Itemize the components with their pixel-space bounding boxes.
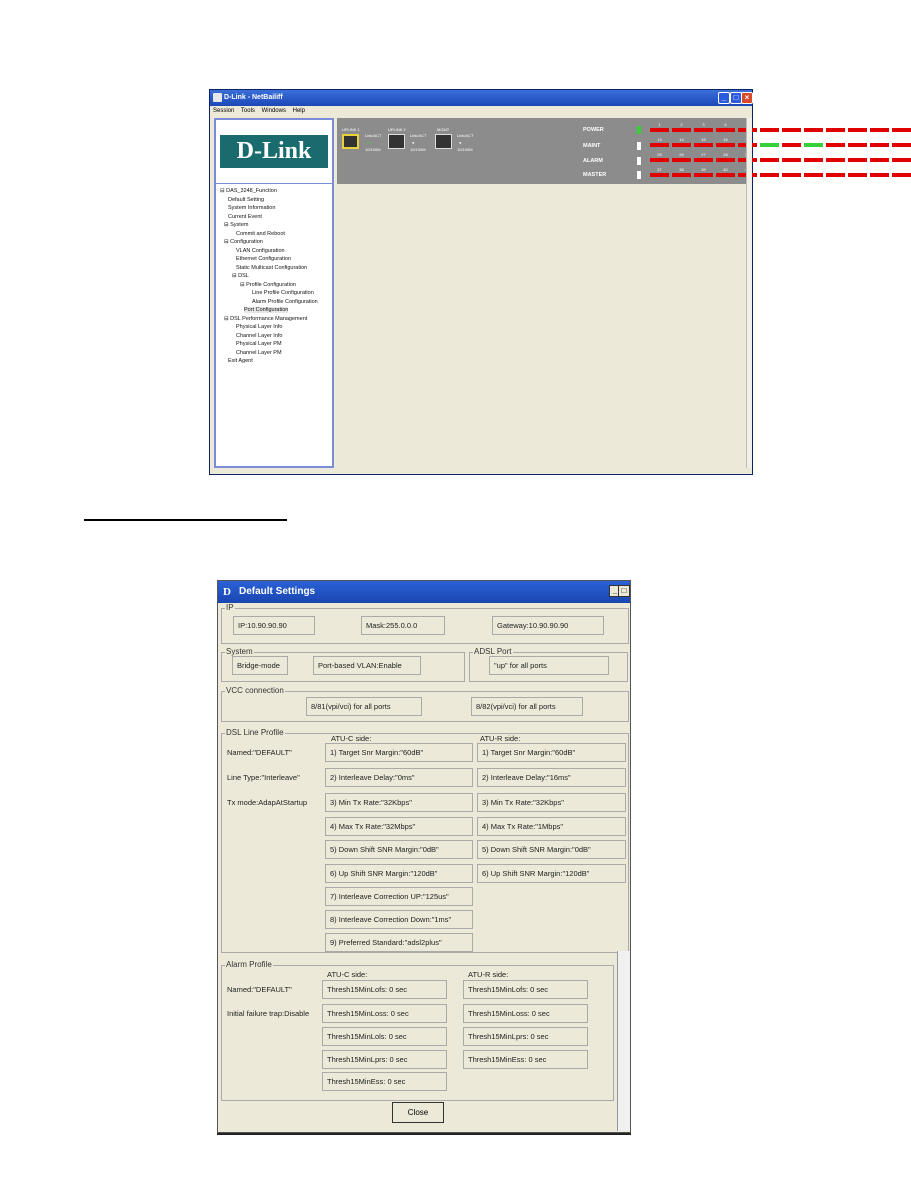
port-number-label: 2 (680, 122, 683, 127)
port-number-label: 39 (701, 167, 706, 172)
port-number-label: 20 (811, 137, 816, 142)
menu-tools[interactable]: Tools (240, 108, 255, 114)
tree-item-line-profile[interactable]: Line Profile Configuration (252, 290, 314, 296)
alarm-atuc-item: Thresh15MinLols: 0 sec (322, 1027, 447, 1046)
port-led[interactable] (804, 128, 823, 132)
line-atur-item: 6) Up Shift SNR Margin:"120dB" (477, 864, 626, 883)
uplink1-link-led: ● (367, 140, 370, 145)
port-led[interactable] (760, 173, 779, 177)
content-pane (337, 118, 904, 468)
port-number-label: 30 (767, 152, 772, 157)
tree-item-channel-layer-pm[interactable]: Channel Layer PM (236, 349, 282, 356)
line-atuc-header: ATU-C side: (331, 734, 372, 743)
port-number-label: 28 (723, 152, 728, 157)
uplink2-speed-label: 10/100M (410, 147, 426, 152)
ip-address-field: IP:10.90.90.90 (233, 616, 315, 635)
gateway-field: Gateway:10.90.90.90 (492, 616, 604, 635)
app-icon (213, 93, 222, 102)
uplink1-label: UPLINK 1 (342, 127, 360, 132)
alarm-atuc-item: Thresh15MinLprs: 0 sec (322, 1050, 447, 1069)
line-atuc-item: 5) Down Shift SNR Margin:"0dB" (325, 840, 473, 859)
line-profile-group-label: DSL Line Profile (226, 728, 284, 737)
alarm-atuc-item: Thresh15MinEss: 0 sec (322, 1072, 447, 1091)
tree-item-alarm-profile[interactable]: Alarm Profile Configuration (252, 298, 318, 305)
mgmt-link-label: Link/ACT (457, 133, 474, 138)
port-number-label: 9 (834, 122, 837, 127)
alarm-indicator (637, 157, 641, 165)
close-window-button[interactable]: × (741, 92, 753, 104)
port-led[interactable] (760, 128, 779, 132)
alarm-atuc-item: Thresh15MinLofs: 0 sec (322, 980, 447, 999)
port-led[interactable] (848, 158, 867, 162)
close-button[interactable]: Close (392, 1102, 444, 1123)
port-number-label: 12 (899, 122, 904, 127)
master-indicator (637, 171, 641, 179)
dialog-title-bar (218, 581, 630, 603)
port-led[interactable] (716, 128, 735, 132)
menu-windows[interactable]: Windows (261, 108, 286, 114)
row-label-maint: MAINT (583, 143, 601, 149)
alarm-atur-item: Thresh15MinLprs: 0 sec (463, 1027, 588, 1046)
line-atuc-item: 8) Interleave Correction Down:"1ms" (325, 910, 473, 929)
system-group-label: System (226, 647, 253, 656)
content-scrollbar[interactable] (746, 118, 752, 468)
mgmt-link-led: ● (459, 140, 462, 145)
navigation-pane (214, 118, 334, 468)
tree-item-vlan-configuration[interactable]: VLAN Configuration (236, 247, 285, 254)
port-number-label: 34 (855, 152, 860, 157)
port-number-label: 15 (701, 137, 706, 142)
port-number-label: 1 (658, 122, 661, 127)
maint-indicator (637, 142, 641, 150)
tree-item-port-configuration[interactable]: Port Configuration (244, 307, 289, 313)
row-label-alarm: ALARM (583, 158, 603, 164)
mgmt-speed-label: 10/100M (457, 147, 473, 152)
power-indicator (637, 126, 641, 134)
tree-item-physical-layer-info[interactable]: Physical Layer Info (236, 324, 283, 330)
port-number-label: 23 (877, 137, 882, 142)
port-led[interactable] (694, 143, 713, 147)
port-number-label: 32 (811, 152, 816, 157)
line-atuc-item: 4) Max Tx Rate:"32Mbps" (325, 817, 473, 836)
port-led[interactable] (848, 173, 867, 177)
dlink-logo: D-Link (220, 135, 328, 168)
uplink1-port[interactable] (342, 134, 359, 149)
minimize-button[interactable]: _ (718, 92, 730, 104)
port-led[interactable] (650, 158, 669, 162)
port-led[interactable] (716, 158, 735, 162)
port-led[interactable] (650, 173, 669, 177)
alarm-atuc-header: ATU-C side: (327, 970, 368, 979)
alarm-atur-item: Thresh15MinLofs: 0 sec (463, 980, 588, 999)
mgmt-port[interactable] (435, 134, 452, 149)
port-led[interactable] (782, 158, 801, 162)
port-led[interactable] (892, 158, 911, 162)
port-led[interactable] (782, 173, 801, 177)
row-label-power: POWER (583, 127, 604, 133)
tree-item-default-setting[interactable]: Default Setting (228, 196, 265, 203)
tree-item-dsl[interactable]: ⊟ DSL (232, 273, 249, 279)
dialog-scrollbar[interactable] (617, 951, 630, 1131)
port-led[interactable] (782, 128, 801, 132)
port-number-label: 11 (877, 122, 882, 127)
vlan-field: Port-based VLAN:Enable (313, 656, 421, 675)
line-atur-item: 2) Interleave Delay:"16ms" (477, 768, 626, 787)
vcc-group-label: VCC connection (226, 686, 284, 695)
port-number-label: 40 (723, 167, 728, 172)
line-atuc-item: 3) Min Tx Rate:"32Kbps" (325, 793, 473, 812)
dialog-maximize-button[interactable]: □ (618, 585, 630, 597)
port-led[interactable] (672, 158, 691, 162)
port-number-label: 37 (657, 167, 662, 172)
port-number-label: 45 (833, 167, 838, 172)
line-atur-item: 1) Target Snr Margin:"60dB" (477, 743, 626, 762)
initial-failure-trap: Initial failure trap:Disable (227, 1009, 310, 1018)
port-led[interactable] (716, 173, 735, 177)
port-number-label: 22 (855, 137, 860, 142)
port-number-label: 27 (701, 152, 706, 157)
vcc-field-b: 8/82(vpi/vci) for all ports (471, 697, 583, 716)
line-atur-item: 3) Min Tx Rate:"32Kbps" (477, 793, 626, 812)
port-led[interactable] (870, 128, 889, 132)
port-led[interactable] (870, 158, 889, 162)
line-type: Line Type:"Interleave" (227, 773, 300, 782)
port-led[interactable] (826, 128, 845, 132)
tree-item-physical-layer-pm[interactable]: Physical Layer PM (236, 341, 282, 347)
port-number-label: 31 (789, 152, 794, 157)
port-number-label: 16 (723, 137, 728, 142)
port-number-label: 44 (811, 167, 816, 172)
port-led[interactable] (826, 143, 845, 147)
subnet-mask-field: Mask:255.0.0.0 (361, 616, 445, 635)
line-atuc-item: 7) Interleave Correction UP:"125us" (325, 887, 473, 906)
dialog-bottom-rule (217, 1133, 631, 1135)
line-atuc-item: 1) Target Snr Margin:"60dB" (325, 743, 473, 762)
line-atuc-item: 9) Preferred Standard:"adsl2plus" (325, 933, 473, 952)
port-number-label: 18 (767, 137, 772, 142)
line-atur-item: 5) Down Shift SNR Margin:"0dB" (477, 840, 626, 859)
adsl-port-field: "up" for all ports (489, 656, 609, 675)
tree-item-dsl-performance[interactable]: ⊟ DSL Performance Management (224, 315, 308, 322)
tree-item-configuration[interactable]: ⊟ Configuration (224, 239, 263, 245)
line-atuc-item: 6) Up Shift SNR Margin:"120dB" (325, 864, 473, 883)
port-led[interactable] (848, 143, 867, 147)
default-settings-dialog (217, 580, 631, 1133)
dlink-d-icon: D (223, 586, 231, 598)
tree-item-current-event[interactable]: Current Event (228, 213, 262, 220)
port-number-label: 8 (812, 122, 815, 127)
tree-item-exit-agent[interactable]: Exit Agent (228, 358, 253, 364)
port-number-label: 33 (833, 152, 838, 157)
line-profile-name: Named:"DEFAULT" (227, 748, 292, 757)
port-led[interactable] (650, 128, 669, 132)
uplink2-link-label: Link/ACT (410, 133, 427, 138)
uplink2-port[interactable] (388, 134, 405, 149)
port-led[interactable] (848, 128, 867, 132)
uplink2-label: UPLINK 2 (388, 127, 406, 132)
line-atuc-item: 2) Interleave Delay:"0ms" (325, 768, 473, 787)
tree-item-ethernet-configuration[interactable]: Ethernet Configuration (236, 256, 292, 262)
dialog-minimize-button[interactable]: _ (609, 585, 621, 597)
window-title: D-Link - NetBailiff (224, 94, 283, 101)
port-led[interactable] (870, 143, 889, 147)
port-led[interactable] (804, 158, 823, 162)
tree-item-root[interactable]: ⊟ DAS_3248_Function (220, 188, 277, 194)
port-number-label: 13 (657, 137, 662, 142)
port-led[interactable] (672, 143, 691, 147)
port-led[interactable] (782, 143, 801, 147)
port-number-label: 4 (724, 122, 727, 127)
ip-group-label: IP (226, 603, 234, 612)
port-led[interactable] (870, 173, 889, 177)
port-number-label: 46 (855, 167, 860, 172)
port-led[interactable] (804, 173, 823, 177)
dialog-title: Default Settings (239, 586, 316, 597)
port-number-label: 19 (789, 137, 794, 142)
alarm-atur-header: ATU-R side: (468, 970, 509, 979)
maximize-button[interactable]: □ (730, 92, 742, 104)
function-tree (220, 187, 318, 366)
tree-item-channel-layer-info[interactable]: Channel Layer Info (236, 332, 283, 339)
port-led[interactable] (672, 128, 691, 132)
adsl-port-group-label: ADSL Port (474, 647, 512, 656)
menu-bar (210, 106, 752, 117)
alarm-atur-item: Thresh15MinLoss: 0 sec (463, 1004, 588, 1023)
port-led[interactable] (716, 143, 735, 147)
port-number-label: 7 (790, 122, 793, 127)
port-number-label: 35 (877, 152, 882, 157)
port-number-label: 26 (679, 152, 684, 157)
port-number-label: 47 (877, 167, 882, 172)
port-led[interactable] (892, 143, 911, 147)
alarm-profile-name: Named:"DEFAULT" (227, 985, 292, 994)
mgmt-label: MGMT (437, 127, 450, 132)
port-led[interactable] (804, 143, 823, 147)
vcc-field-a: 8/81(vpi/vci) for all ports (306, 697, 422, 716)
device-front-panel (337, 118, 904, 184)
port-number-label: 6 (768, 122, 771, 127)
port-number-label: 10 (855, 122, 860, 127)
alarm-profile-group-label: Alarm Profile (226, 960, 272, 969)
tree-item-commit-reboot[interactable]: Commit and Reboot (236, 230, 285, 237)
tx-mode: Tx mode:AdapAtStartup (227, 798, 308, 807)
section-heading-underline (84, 519, 287, 521)
row-label-master: MASTER (583, 172, 607, 178)
port-led[interactable] (826, 173, 845, 177)
uplink1-link-label: Link/ACT (365, 133, 382, 138)
alarm-atur-item: Thresh15MinEss: 0 sec (463, 1050, 588, 1069)
port-number-label: 14 (679, 137, 684, 142)
uplink2-link-led: ● (412, 140, 415, 145)
port-led[interactable] (672, 173, 691, 177)
port-number-label: 24 (899, 137, 904, 142)
port-led[interactable] (892, 173, 911, 177)
tree-item-profile-configuration[interactable]: ⊟ Profile Configuration (240, 281, 296, 288)
port-led[interactable] (760, 158, 779, 162)
port-led[interactable] (694, 158, 713, 162)
port-number-label: 38 (679, 167, 684, 172)
port-number-label: 25 (657, 152, 662, 157)
line-atur-item: 4) Max Tx Rate:"1Mbps" (477, 817, 626, 836)
port-led[interactable] (826, 158, 845, 162)
alarm-atuc-item: Thresh15MinLoss: 0 sec (322, 1004, 447, 1023)
port-led[interactable] (694, 128, 713, 132)
port-number-label: 42 (767, 167, 772, 172)
menu-session[interactable]: Session (213, 108, 235, 114)
netbailiff-window (209, 89, 904, 475)
port-number-label: 21 (833, 137, 838, 142)
tree-item-system-information[interactable]: System Information (228, 205, 276, 211)
port-led[interactable] (650, 143, 669, 147)
bridge-mode-field: Bridge-mode (232, 656, 288, 675)
window-title-bar (210, 90, 752, 106)
uplink1-speed-label: 10/100M (365, 147, 381, 152)
port-number-label: 43 (789, 167, 794, 172)
tree-item-static-multicast[interactable]: Static Multicast Configuration (236, 264, 308, 271)
port-led[interactable] (694, 173, 713, 177)
logo-divider (216, 183, 332, 184)
menu-help[interactable]: Help (292, 108, 305, 114)
port-number-label: 3 (702, 122, 705, 127)
port-number-label: 36 (899, 152, 904, 157)
port-led[interactable] (760, 143, 779, 147)
line-atur-header: ATU-R side: (480, 734, 521, 743)
port-led[interactable] (892, 128, 911, 132)
port-number-label: 48 (899, 167, 904, 172)
tree-item-system[interactable]: ⊟ System (224, 222, 249, 228)
